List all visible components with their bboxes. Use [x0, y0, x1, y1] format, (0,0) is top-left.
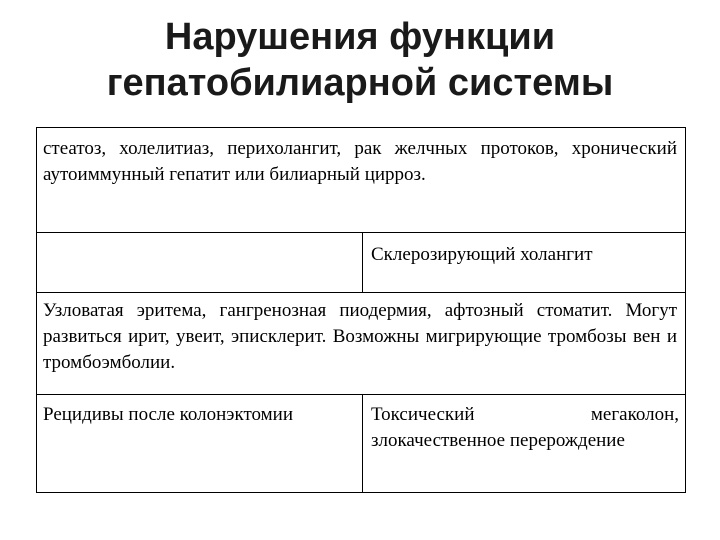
complications-table: [36, 127, 686, 493]
title-line-1: Нарушения функции: [164, 16, 556, 58]
row3-cell: Узловатая эритема, гангренозная пиодермия, афтозный стоматит. Могут развиться ирит, увеит, эписклерит. Возможны мигрирующие тромбозы вен и тромбоэмболии.: [43, 300, 677, 373]
row1-cell: стеатоз, холелитиаз, перихолангит, рак желчных протоков, хронический аутоиммунный гепатит или билиарный цирроз.: [43, 138, 677, 185]
row4-left-cell: Рецидивы после колонэктомии: [43, 404, 293, 425]
slide-title: [0, 14, 720, 106]
title-line-2: гепатобилиарной системы: [106, 62, 614, 104]
row4-right-cell: Токсический мегаколон, злокачественное перерождение: [371, 404, 679, 451]
row4-column-divider: [362, 394, 363, 492]
row2-right-cell: Склерозирующий холангит: [371, 244, 593, 265]
row2-column-divider: [362, 232, 363, 292]
row-divider-3: [37, 394, 685, 395]
row-divider-2: [37, 292, 685, 293]
row2-left-cell-empty: [37, 233, 362, 292]
